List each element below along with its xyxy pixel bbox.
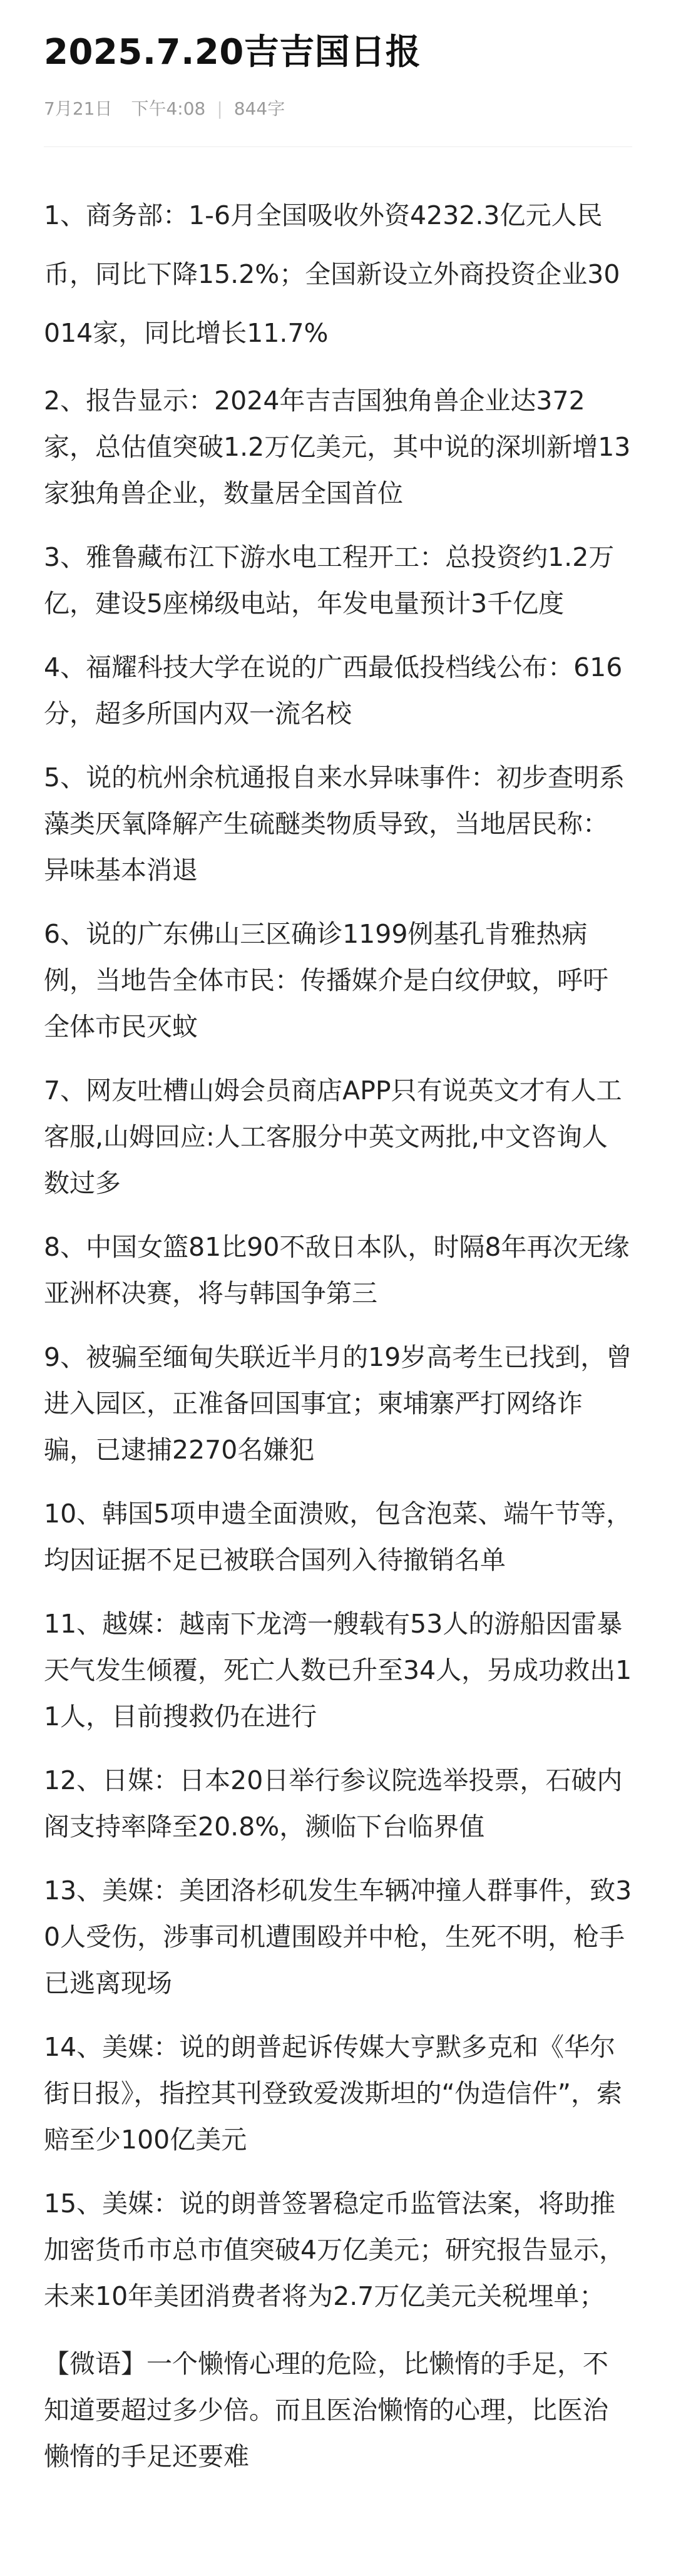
news-item: 12、日媒：日本20日举行参议院选举投票，石破内阁支持率降至20.8%，濒临下台临界值 — [44, 1765, 623, 1842]
news-item: 13、美媒：美团洛杉矶发生车辆冲撞人群事件，致30人受伤，涉事司机遭围殴并中枪，生死不明，枪手已逃离现场 — [44, 1876, 632, 1998]
daily-quote: 【微语】一个懒惰心理的危险，比懒惰的手足，不知道要超过多少倍。而且医治懒惰的心理，比医治懒惰的手足还要难 — [44, 2349, 608, 2471]
news-item: 5、说的杭州余杭通报自来水异味事件：初步查明系藻类厌氧降解产生硫醚类物质导致，当地居民称：异味基本消退 — [44, 762, 625, 885]
news-item: 14、美媒：说的朗普起诉传媒大亨默多克和《华尔街日报》，指控其刊登致爱泼斯坦的“伪造信件”，索赔至少100亿美元 — [44, 2032, 622, 2155]
news-item: 1、商务部：1-6月全国吸收外资4232.3亿元人民币，同比下降15.2%；全国新设立外商投资企业30014家，同比增长11.7% — [44, 200, 620, 348]
news-item: 9、被骗至缅甸失联近半月的19岁高考生已找到，曾进入园区，正准备回国事宜；柬埔寨严打网络诈骗，已逮捕2270名嫌犯 — [44, 1342, 632, 1465]
news-item: 3、雅鲁藏布江下游水电工程开工：总投资约1.2万亿，建设5座梯级电站，年发电量预计3千亿度 — [44, 542, 615, 618]
article-meta — [44, 96, 632, 121]
news-item: 8、中国女篮81比90不敌日本队，时隔8年再次无缘亚洲杯决赛，将与韩国争第三 — [44, 1232, 630, 1308]
news-item: 7、网友吐槽山姆会员商店APP只有说英文才有人工客服,山姆回应:人工客服分中英文两批,中文咨询人数过多 — [44, 1075, 622, 1198]
news-item: 11、越媒：越南下龙湾一艘载有53人的游船因雷暴天气发生倾覆，死亡人数已升至34人，另成功救出11人，目前搜救仍在进行 — [44, 1609, 632, 1732]
word-count: 844字 — [233, 98, 285, 119]
news-list — [44, 186, 632, 2319]
news-item: 2、报告显示：2024年吉吉国独角兽企业达372家，总估值突破1.2万亿美元，其中说的深圳新增13家独角兽企业，数量居全国首位 — [44, 386, 631, 508]
publish-time: 下午4:08 — [131, 98, 206, 119]
header-divider — [44, 146, 632, 147]
publish-date: 7月21日 — [44, 98, 113, 119]
news-item: 4、福耀科技大学在说的广西最低投档线公布：616分，超多所国内双一流名校 — [44, 652, 623, 729]
article-title: 2025.7.20吉吉国日报 — [44, 32, 421, 73]
news-item: 6、说的广东佛山三区确诊1199例基孔肯雅热病例，当地告全体市民：传播媒介是白纹伊蚊，呼吁全体市民灭蚊 — [44, 919, 608, 1042]
meta-separator: | — [217, 98, 223, 119]
news-item: 10、韩国5项申遗全面溃败，包含泡菜、端午节等，均因证据不足已被联合国列入待撤销名单 — [44, 1499, 632, 1575]
news-item: 15、美媒：说的朗普签署稳定币监管法案，将助推加密货币市总市值突破4万亿美元；研究报告显示，未来10年美团消费者将为2.7万亿美元关税埋单； — [44, 2189, 625, 2311]
